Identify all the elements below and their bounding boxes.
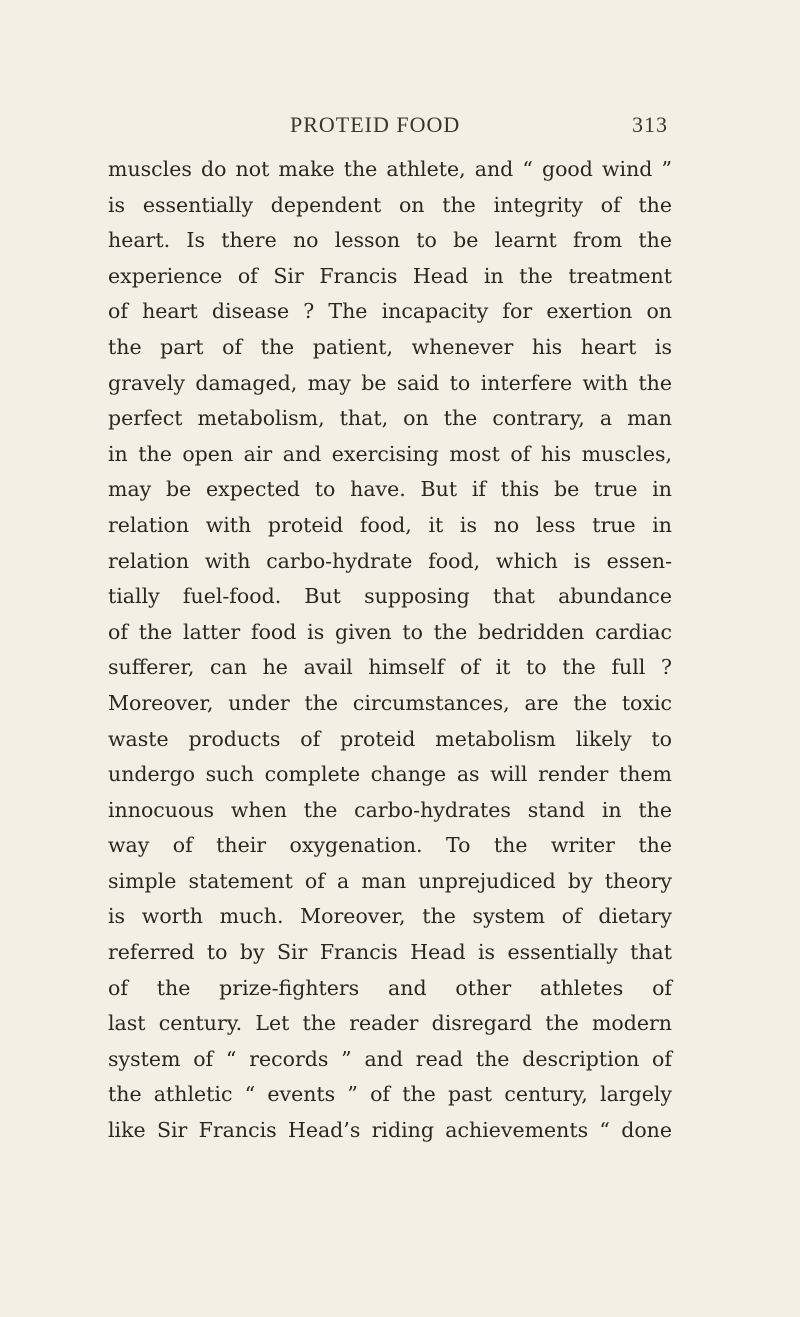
text-line: the part of the patient, whenever his heart is bbox=[108, 334, 672, 359]
text-line: of the prize-fighters and other athletes of bbox=[108, 975, 672, 1000]
text-line: sufferer, can he avail himself of it to the full ? bbox=[108, 655, 672, 680]
text-line: gravely damaged, may be said to interfere with the bbox=[108, 370, 672, 395]
text-line: the athletic “ events ” of the past century, largely bbox=[108, 1082, 672, 1107]
page-header bbox=[210, 112, 668, 142]
running-head: PROTEID FOOD bbox=[290, 112, 461, 137]
text-line: Moreover, under the circumstances, are the toxic bbox=[108, 690, 672, 715]
text-line: experience of Sir Francis Head in the treatment bbox=[108, 263, 672, 288]
page-number: 313 bbox=[632, 112, 668, 137]
text-line: way of their oxygenation. To the writer the bbox=[108, 833, 672, 858]
text-line: perfect metabolism, that, on the contrary, a man bbox=[108, 406, 672, 431]
text-line: undergo such complete change as will render them bbox=[108, 762, 672, 787]
text-line: referred to by Sir Francis Head is essentially that bbox=[108, 940, 672, 965]
text-line: relation with carbo-hydrate food, which is essen- bbox=[108, 548, 672, 573]
text-line: is essentially dependent on the integrity of the bbox=[108, 192, 672, 217]
text-line: like Sir Francis Head’s riding achievements “ done bbox=[108, 1118, 672, 1143]
text-line: heart. Is there no lesson to be learnt from the bbox=[108, 228, 672, 253]
text-line: may be expected to have. But if this be true in bbox=[108, 477, 672, 502]
text-line: simple statement of a man unprejudiced by theory bbox=[108, 868, 672, 893]
text-line: in the open air and exercising most of his muscles, bbox=[108, 441, 672, 466]
text-line: system of “ records ” and read the description of bbox=[108, 1046, 672, 1071]
text-line: waste products of proteid metabolism likely to bbox=[108, 726, 672, 751]
text-line: last century. Let the reader disregard the modern bbox=[108, 1011, 672, 1036]
text-line: is worth much. Moreover, the system of dietary bbox=[108, 904, 672, 929]
text-line: tially fuel-food. But supposing that abundance bbox=[108, 584, 672, 609]
text-line: of heart disease ? The incapacity for exertion on bbox=[108, 299, 672, 324]
text-line: muscles do not make the athlete, and “ good wind ” bbox=[108, 157, 672, 181]
body-paragraph bbox=[108, 152, 672, 1149]
text-line: relation with proteid food, it is no less true in bbox=[108, 512, 672, 537]
text-line: of the latter food is given to the bedridden cardiac bbox=[108, 619, 672, 644]
text-line: innocuous when the carbo-hydrates stand in the bbox=[108, 797, 672, 822]
